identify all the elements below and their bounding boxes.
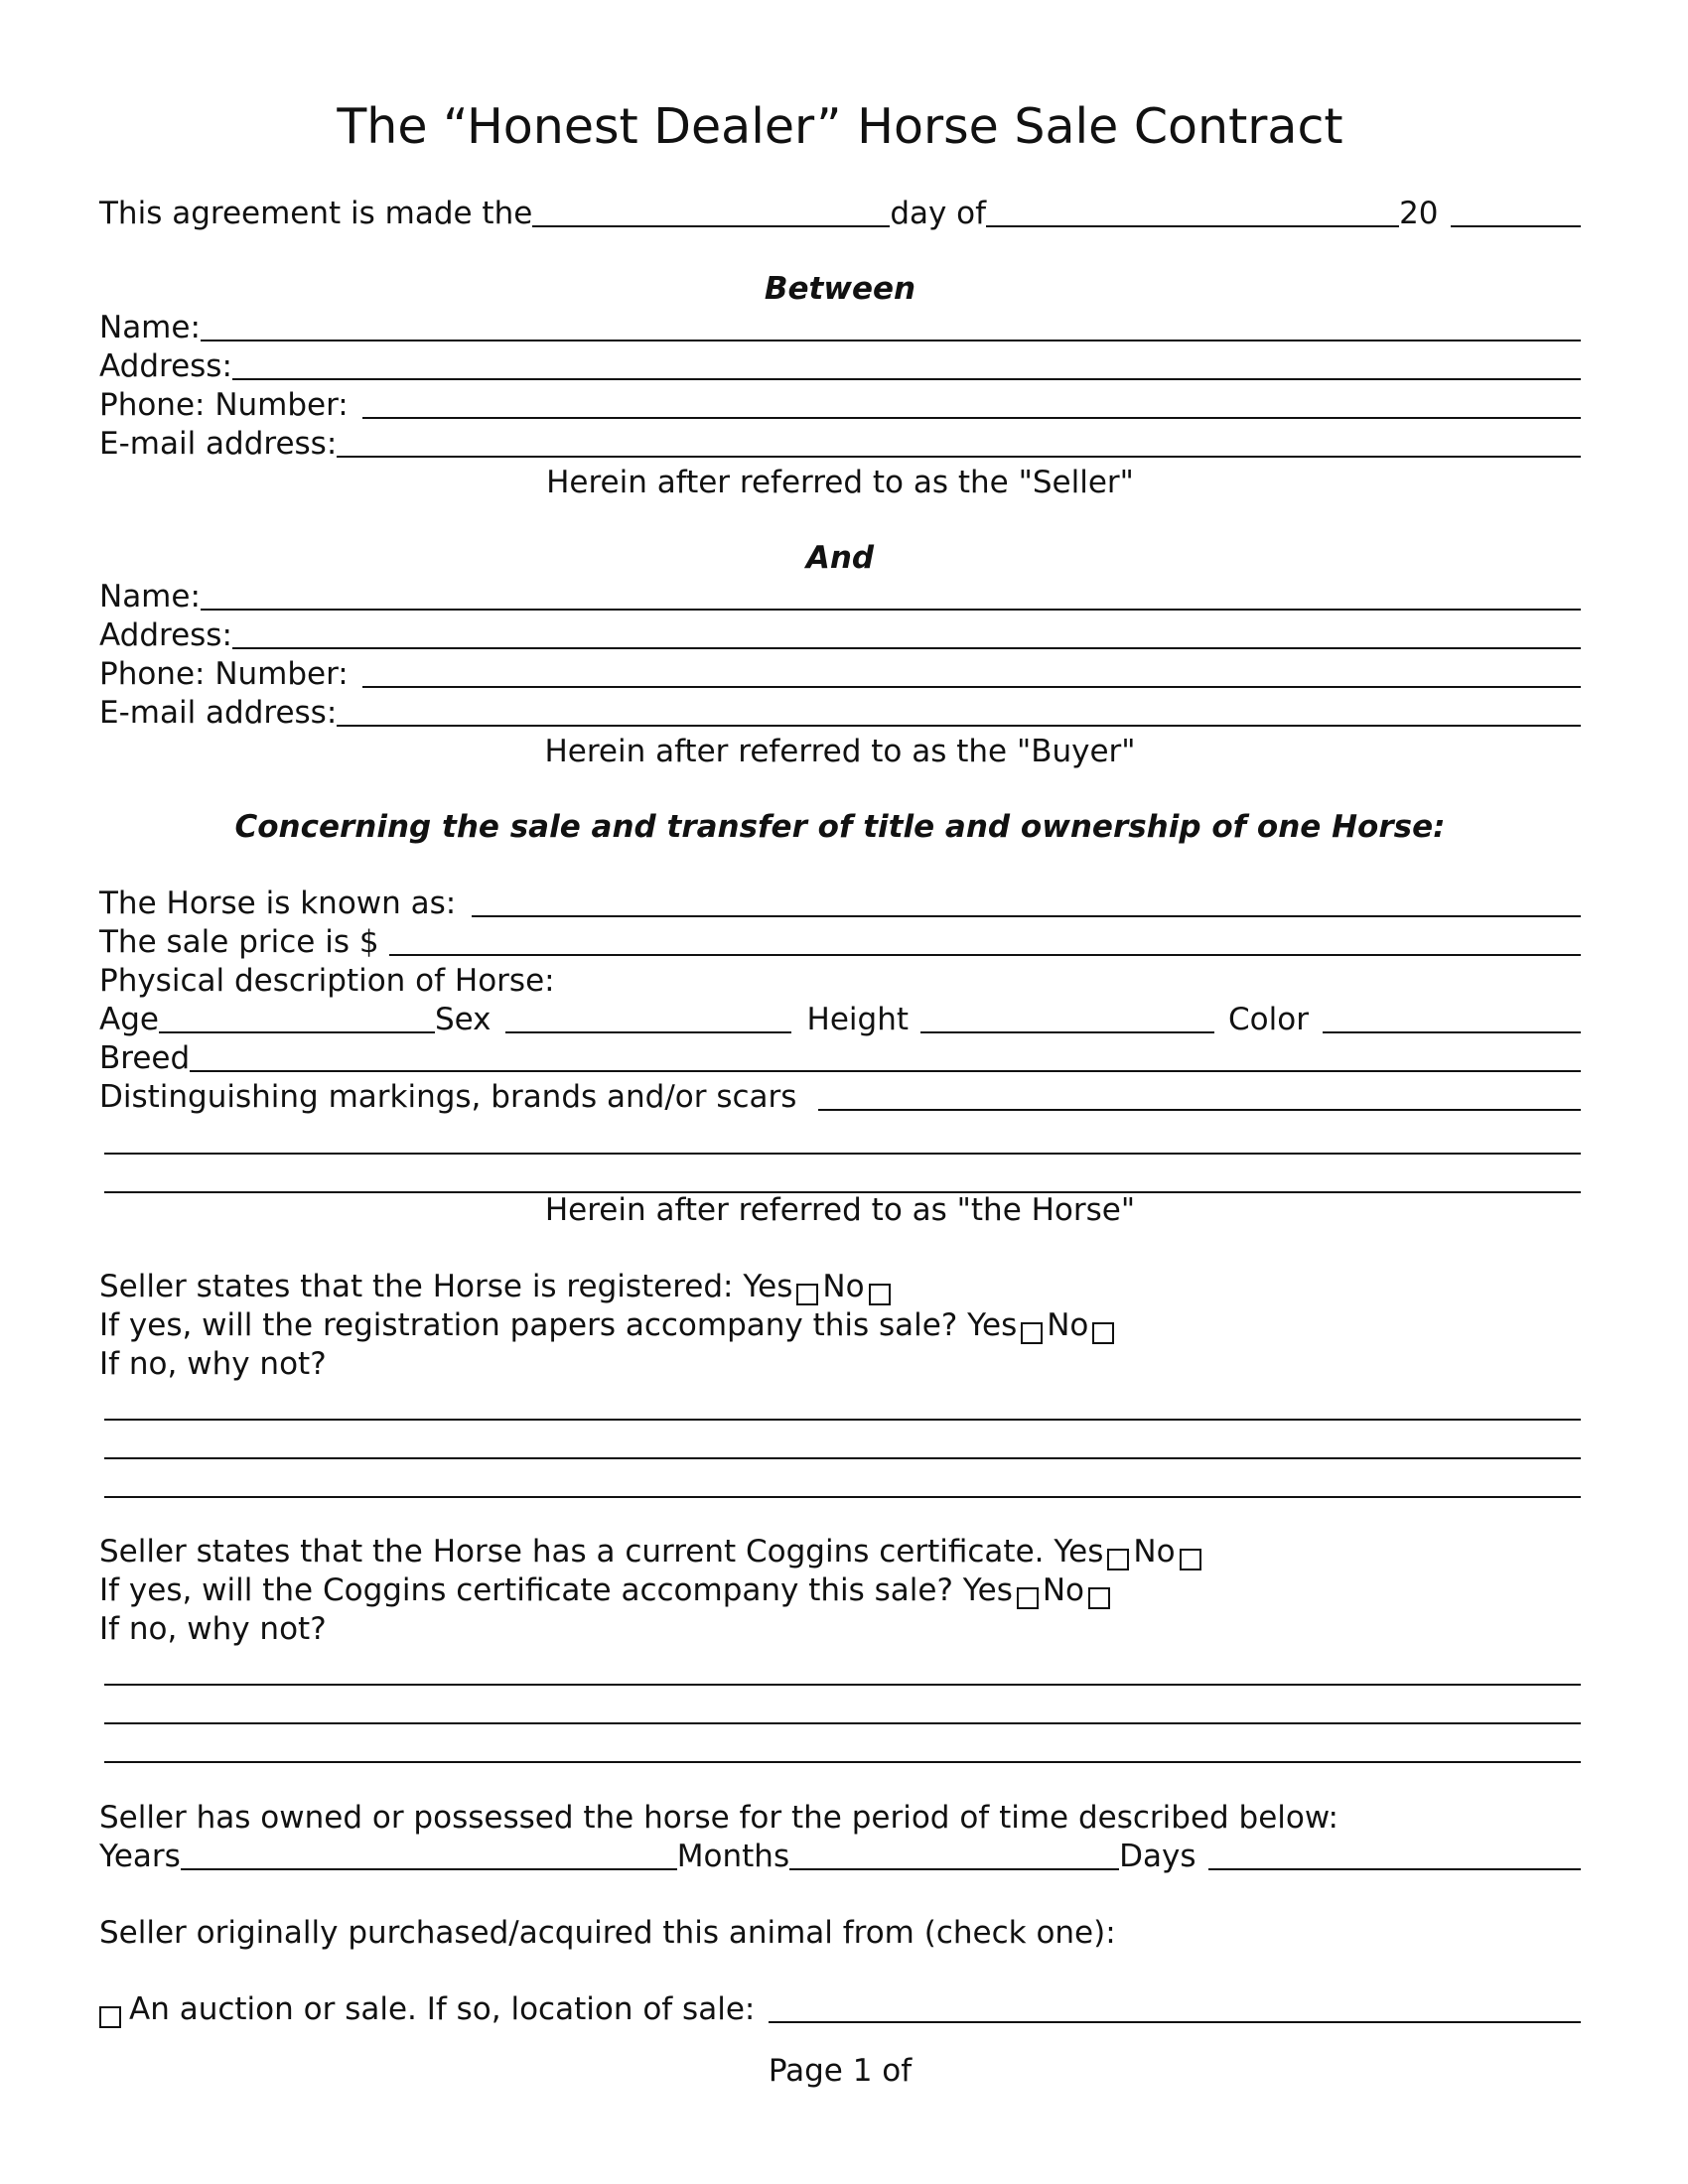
page-title: The “Honest Dealer” Horse Sale Contract [337, 98, 1343, 155]
agreement-year-prefix: 20 [1399, 196, 1439, 231]
auction-checkbox[interactable] [99, 2006, 121, 2028]
buyer-referred: Herein after referred to as the "Buyer" [544, 734, 1136, 769]
horse-referred: Herein after referred to as "the Horse" [544, 1192, 1136, 1228]
age-label: Age [99, 1002, 159, 1037]
between-heading: Between [764, 271, 916, 307]
years-field[interactable] [181, 1839, 677, 1870]
coggins-reason-line-2[interactable] [104, 1722, 1581, 1724]
age-field[interactable] [159, 1002, 435, 1033]
coggins-q1: Seller states that the Horse has a current Coggins certificate. Yes No [99, 1533, 1581, 1570]
days-field[interactable] [1208, 1839, 1582, 1870]
seller-email-row [99, 425, 1581, 463]
coggins-accompany-yes-checkbox[interactable] [1017, 1587, 1039, 1609]
physical-description-row [99, 962, 1581, 1000]
registered-yes-checkbox[interactable] [796, 1284, 818, 1305]
seller-name-row [99, 309, 1581, 346]
ownership-period-row [99, 1838, 1581, 1875]
seller-phone-field[interactable] [362, 387, 1581, 419]
seller-phone-label: Phone: Number: [99, 387, 349, 423]
buyer-email-row [99, 694, 1581, 732]
registration-reason-line-3[interactable] [104, 1496, 1581, 1498]
coggins-accompany-no-checkbox[interactable] [1088, 1587, 1110, 1609]
registration-q1: Seller states that the Horse is registered: Yes No [99, 1268, 1581, 1305]
buyer-phone-field[interactable] [362, 656, 1581, 688]
markings-line-2[interactable] [104, 1153, 1581, 1155]
auction-location-field[interactable] [769, 1991, 1581, 2023]
coggins-no-checkbox[interactable] [1180, 1549, 1201, 1570]
auction-label: An auction or sale. If so, location of sale: [129, 1991, 756, 2027]
agreement-date-row [99, 195, 1581, 232]
page-number: Page 1 of [768, 2053, 913, 2089]
breed-field[interactable] [190, 1040, 1581, 1072]
agreement-day-field[interactable] [532, 196, 890, 227]
height-label: Height [806, 1002, 910, 1037]
seller-email-label: E-mail address: [99, 426, 338, 462]
coggins-reason-line-1[interactable] [104, 1684, 1581, 1686]
breed-label: Breed [99, 1040, 191, 1076]
agreement-year-field[interactable] [1451, 196, 1581, 227]
buyer-phone-row [99, 655, 1581, 693]
horse-known-as-field[interactable] [472, 886, 1581, 917]
origin-auction-row [99, 1990, 1581, 2028]
buyer-address-label: Address: [99, 617, 232, 653]
sale-price-row [99, 923, 1581, 961]
ownership-statement: Seller has owned or possessed the horse for the period of time described below: [99, 1800, 1338, 1836]
papers-no-checkbox[interactable] [1092, 1322, 1114, 1344]
registration-reason-line-1[interactable] [104, 1419, 1581, 1421]
registration-q3: If no, why not? [99, 1346, 327, 1382]
contract-page [99, 0, 1581, 2184]
papers-yes-checkbox[interactable] [1021, 1322, 1043, 1344]
physical-description-label: Physical description of Horse: [99, 963, 555, 999]
concerning-heading: Concerning the sale and transfer of title and ownership of one Horse: [234, 809, 1446, 845]
seller-referred: Herein after referred to as the "Seller" [546, 465, 1134, 500]
horse-known-as-row [99, 885, 1581, 922]
seller-phone-row [99, 386, 1581, 424]
coggins-q2: If yes, will the Coggins certificate accompany this sale? Yes No [99, 1571, 1581, 1609]
buyer-name-label: Name: [99, 579, 201, 614]
seller-address-field[interactable] [232, 348, 1581, 380]
registration-reason-line-2[interactable] [104, 1457, 1581, 1459]
color-label: Color [1228, 1002, 1309, 1037]
years-label: Years [99, 1839, 181, 1874]
and-heading: And [805, 540, 875, 576]
agreement-day-of: day of [890, 196, 987, 231]
registered-no-checkbox[interactable] [869, 1284, 891, 1305]
seller-name-field[interactable] [201, 310, 1581, 341]
buyer-email-field[interactable] [337, 695, 1581, 727]
buyer-name-field[interactable] [201, 579, 1581, 611]
horse-known-as-label: The Horse is known as: [99, 886, 457, 921]
height-field[interactable] [920, 1002, 1214, 1033]
sale-price-field[interactable] [389, 924, 1581, 956]
sex-field[interactable] [505, 1002, 791, 1033]
breed-row [99, 1039, 1581, 1077]
buyer-phone-label: Phone: Number: [99, 656, 349, 692]
buyer-name-row [99, 578, 1581, 615]
days-label: Days [1119, 1839, 1196, 1874]
seller-address-row [99, 347, 1581, 385]
months-field[interactable] [789, 1839, 1119, 1870]
agreement-month-field[interactable] [986, 196, 1399, 227]
markings-label: Distinguishing markings, brands and/or scars [99, 1079, 797, 1115]
buyer-address-field[interactable] [232, 617, 1581, 649]
markings-field[interactable] [818, 1079, 1581, 1111]
color-field[interactable] [1323, 1002, 1581, 1033]
buyer-address-row [99, 616, 1581, 654]
agreement-lead: This agreement is made the [99, 196, 533, 231]
months-label: Months [676, 1839, 790, 1874]
seller-email-field[interactable] [337, 426, 1581, 458]
seller-name-label: Name: [99, 310, 201, 345]
horse-attributes-row [99, 1001, 1581, 1038]
coggins-yes-checkbox[interactable] [1107, 1549, 1129, 1570]
sale-price-label: The sale price is $ [99, 924, 379, 960]
coggins-q3: If no, why not? [99, 1611, 327, 1647]
origin-statement: Seller originally purchased/acquired this animal from (check one): [99, 1915, 1116, 1951]
buyer-email-label: E-mail address: [99, 695, 338, 731]
seller-address-label: Address: [99, 348, 232, 384]
markings-row [99, 1078, 1581, 1116]
sex-label: Sex [434, 1002, 492, 1037]
coggins-reason-line-3[interactable] [104, 1761, 1581, 1763]
registration-q2: If yes, will the registration papers accompany this sale? Yes No [99, 1306, 1581, 1344]
